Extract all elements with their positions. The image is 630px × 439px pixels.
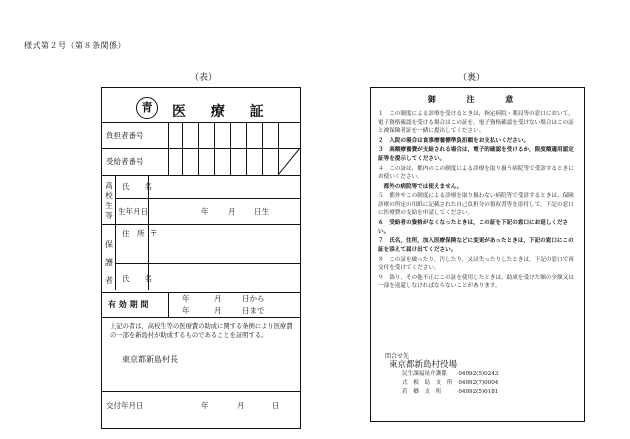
guardian-name-label: 氏 名	[122, 274, 152, 283]
medical-certificate-back	[370, 87, 585, 422]
payer-number-label: 負担者番号	[106, 131, 144, 140]
birth-month: 月	[228, 207, 236, 216]
contact-row	[399, 379, 501, 388]
contact-dept: 式 根 島 支 所	[402, 380, 453, 386]
notice-item: ２ 入院の場合は食事療養標準負担額をお支払いください。	[378, 137, 530, 144]
valid-to-year: 年	[182, 306, 190, 315]
recipient-number-label: 受給者番号	[106, 157, 144, 166]
issue-day: 日	[272, 401, 280, 410]
birth-date-label: 生年月日	[118, 207, 148, 216]
valid-from-day: 日から	[242, 294, 265, 303]
contact-tel: 04992(7)0004	[458, 380, 499, 386]
address-label: 住 所	[122, 229, 145, 238]
notice-title: 御 注 意	[427, 94, 528, 104]
notice-item: ９ 偽り，その他不正にこの証を使用したときは，助成を受けた額の全額又は一部を返還しなければならないことがあります。	[378, 274, 574, 290]
front-side-label: （表）	[190, 73, 218, 83]
notice-item: ８ この証を破ったり，汚したり，又は失ったりしたときは，下記の窓口で再交付を受けてください。	[378, 256, 574, 271]
issue-month: 月	[237, 401, 245, 410]
inquiry-label: 問合せ先	[385, 353, 410, 360]
validity-label: 有 効 期 間	[108, 299, 149, 309]
notice-item: ４ この証は，都内のこの制度による診療を取り扱う病院等で受診するときにお使いください。	[378, 165, 574, 181]
student-name-label: 氏 名	[122, 182, 152, 191]
contact-tel: 04992(5)0243	[458, 371, 499, 377]
birth-year: 年	[201, 207, 209, 216]
medical-certificate-front	[101, 87, 301, 429]
certification-statement: 上記の者は，高校生等の医療費の助成に関する条例により医療費の一部を新島村が助成するものであることを証明する。	[110, 323, 293, 339]
issue-year: 年	[201, 401, 209, 410]
diagonal-strike	[278, 148, 302, 175]
birth-day: 日生	[254, 207, 269, 216]
valid-to-day: 日まで	[242, 306, 265, 315]
office-name: 東京都新島村役場	[389, 360, 458, 370]
certificate-title: 医 療 証	[172, 104, 274, 120]
notice-item: ５ 都外やこの制度による診療を取り扱わない病院等で受診するときは，保険診療の所定の用紙に記載された自己負担分の領収書等を添付して，下記の窓口に医療費の支給を申請してください。	[378, 193, 574, 217]
contact-table	[399, 370, 501, 397]
notice-item: １ この制度による診療を受けるときは，指定病院・薬局等の窓口において，電子資格確認を受ける場合はこの証を，電子資格確認を受けない場合はこの証と被保険者証を一緒に提出してください。	[378, 111, 574, 134]
notice-item: ３ 高額療養費が支給される場合は，電子的確認を受けるか，限度額適用認定証等を提示してください。	[378, 147, 574, 162]
back-side-label: （裏）	[458, 73, 486, 83]
notice-list	[378, 110, 578, 292]
guardian-label: 保護者	[105, 240, 113, 285]
contact-tel: 04992(5)0181	[458, 389, 499, 395]
contact-row	[399, 370, 501, 379]
contact-row	[399, 388, 501, 397]
inquiry-block	[385, 352, 501, 397]
form-number: 様式第２号（第８条関係）	[24, 41, 126, 50]
blue-mark-icon: 青	[136, 97, 158, 119]
notice-item: 都外の病院等では使えません。	[378, 183, 463, 190]
valid-from-year: 年	[182, 294, 190, 303]
contact-dept: 民生課福祉介護係	[402, 371, 447, 377]
valid-from-month: 月	[214, 294, 222, 303]
postal-mark: 〒	[150, 229, 158, 238]
notice-item: ７ 氏名，住所，加入医療保険などに変更があったときは，下記の窓口にこの証を添えて届け出てください。	[378, 238, 574, 253]
valid-to-month: 月	[214, 306, 222, 315]
issue-date-label: 交付年月日	[106, 401, 144, 410]
notice-item: ６ 受給者の資格がなくなったときは，この証を下記の窓口にお返しください。	[378, 220, 569, 235]
contact-dept: 若 郷 支 所	[402, 389, 442, 395]
student-label: 高校生等	[105, 181, 113, 220]
issuer-name: 東京都新島村長	[122, 355, 178, 364]
